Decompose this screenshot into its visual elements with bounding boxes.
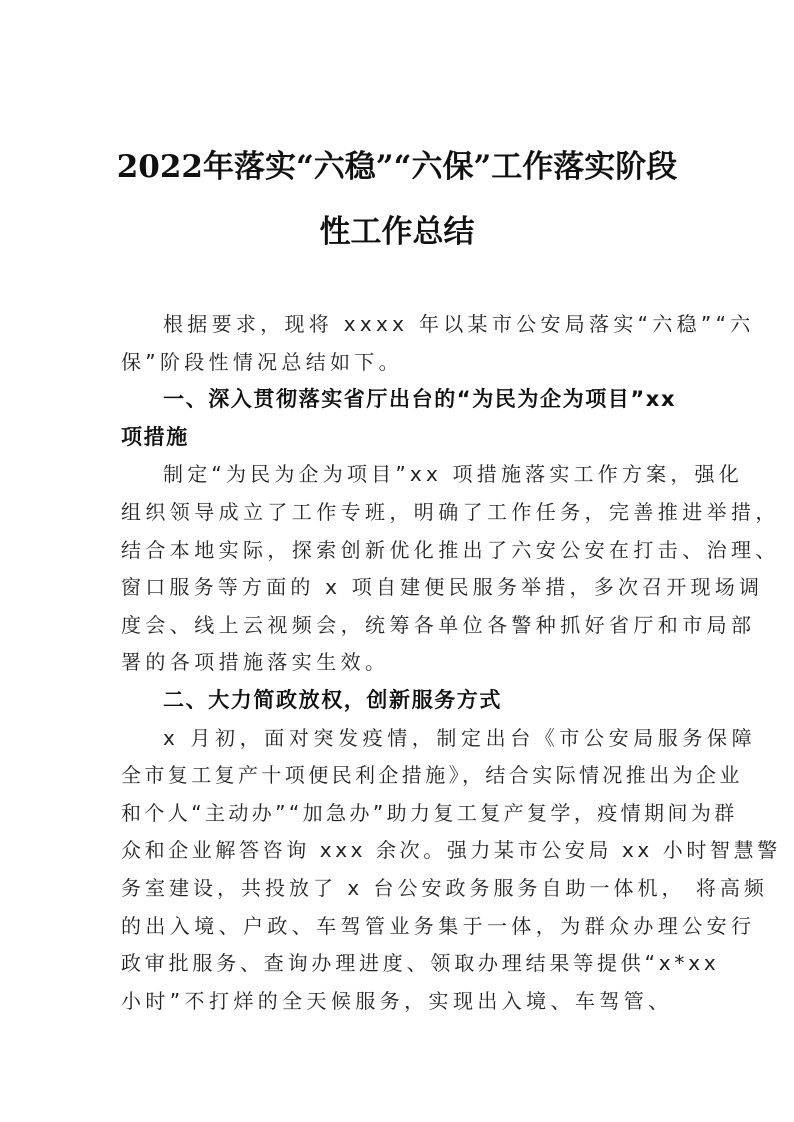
intro-paragraph: [121, 306, 755, 381]
body-line: 小时”不打烊的全天候服务，实现出入境、车驾管、: [121, 988, 673, 1013]
body-line: 全市复工复产十项便民利企措施》，结合实际情况推出为企业: [121, 763, 743, 788]
section-2-paragraph: [121, 720, 781, 1021]
section-2-heading: [121, 682, 673, 720]
document-title-line-2: 性工作总结: [319, 214, 475, 250]
body-line: 众和企业解答咨询 xxx 余次。强力某市公安局 xx 小时智慧警: [121, 838, 781, 863]
body-line: 结合本地实际，探索创新优化推出了六安公安在打击、治理、: [121, 537, 780, 562]
section-heading-line: 二、大力简政放权，创新服务方式: [163, 687, 502, 712]
body-line: 制定“为民为企为项目”xx 项措施落实工作方案，强化: [163, 462, 743, 487]
intro-line: 保”阶段性情况总结如下。: [121, 349, 403, 374]
body-line: 政审批服务、查询办理进度、领取办理结果等提供“x*xx: [121, 951, 720, 976]
body-line: 度会、线上云视频会，统筹各单位各警种抓好省厅和市局部: [121, 612, 756, 637]
section-1-paragraph: [121, 456, 780, 682]
body-line: 的出入境、户政、车驾管业务集于一体，为群众办理公安行: [121, 913, 756, 938]
body-line: 窗口服务等方面的 x 项自建便民服务举措，多次召开现场调: [121, 575, 764, 600]
section-1-heading: [121, 381, 677, 456]
body-line: 和个人“主动办”“加急办”助力复工复产复学，疫情期间为群: [121, 800, 738, 825]
body-line: 组织领导成立了工作专班，明确了工作任务，完善推进举措，: [121, 499, 780, 524]
document-title-line-1: 2022年落实“六稳”“六保”工作落实阶段: [116, 149, 678, 185]
body-line: 署的各项措施落实生效。: [121, 650, 390, 675]
section-heading-line: 项措施: [121, 424, 189, 449]
intro-line: 根据要求，现将 xxxx 年以某市公安局落实“六稳”“六: [163, 312, 755, 336]
body-line: 务室建设，共投放了 x 台公安政务服务自助一体机， 将高频: [121, 875, 768, 900]
document-body: [121, 306, 781, 1020]
body-line: x 月初，面对突发疫情，制定出台《市公安局服务保障: [163, 725, 757, 750]
section-heading-line: 一、深入贯彻落实省厅出台的“为民为企为项目”xx: [163, 387, 677, 412]
